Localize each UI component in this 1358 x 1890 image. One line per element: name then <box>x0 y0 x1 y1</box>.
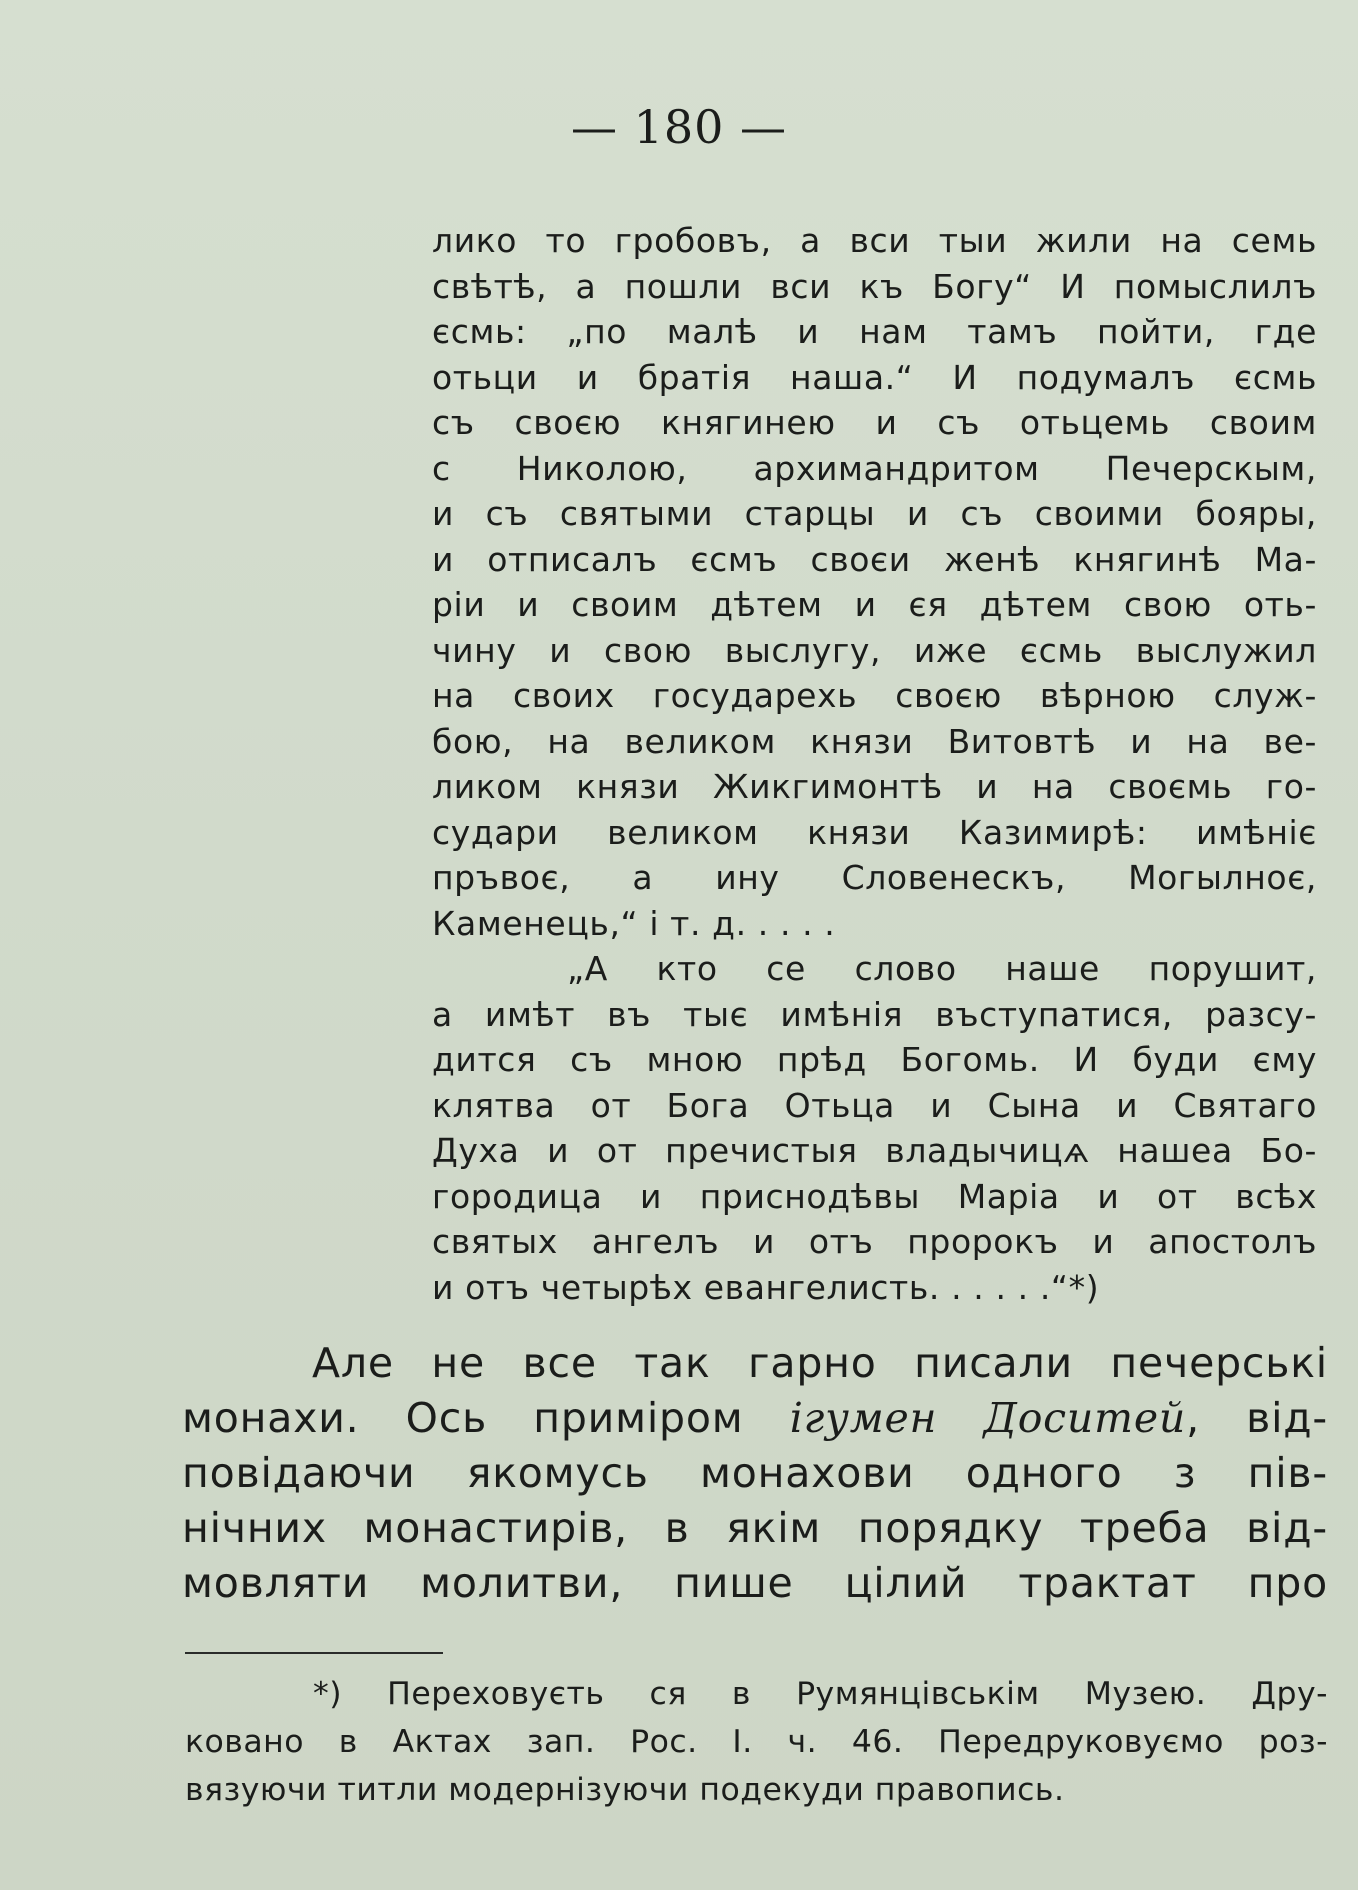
quote-line: пръвоє, а ину Словенескъ, Могылноє, <box>432 858 1317 897</box>
main-line: повідаючи якомусь монахови одного з пів- <box>182 1449 1328 1497</box>
quote-line: ликом князи Жикгимонтѣ и на своємь го- <box>432 767 1317 806</box>
quote-line: с Николою, архимандритом Печерскым, <box>432 448 1317 488</box>
quote-line: лико то гробовъ, а вси тыи жили на семь <box>432 221 1317 260</box>
main-line-text: монахи. Ось примір <box>182 1394 686 1442</box>
quote-line: свѣтѣ, а пошли вси къ Богу“ И помыслилъ <box>432 266 1317 306</box>
main-line <box>182 1391 1328 1446</box>
quote-line: судари великом князи Казимирѣ: имѣніє <box>432 812 1317 852</box>
quote-line: а имѣт въ тыє имѣнія въступатися, разсу- <box>432 994 1317 1034</box>
quote-line: съ своєю княгинею и съ отьцемь своим <box>432 403 1317 442</box>
quote-line: дится съ мною прѣд Богомь. И буди єму <box>432 1040 1317 1079</box>
quote-line: святых ангелъ и отъ пророкъ и апостолъ <box>432 1222 1317 1261</box>
main-line: Але не все так гарно писали печерські <box>312 1339 1328 1387</box>
quote-line: и отписалъ єсмъ своєи женѣ княгинѣ Ма- <box>432 539 1317 579</box>
main-line-text: , від- <box>1186 1394 1329 1442</box>
main-line: мовляти молитви, пише цілий трактат про <box>182 1559 1328 1607</box>
quote-line: чину и свою выслугу, иже єсмь выслужил <box>432 630 1317 670</box>
quote-line: Духа и от пречистыя владычицѧ нашеа Бо- <box>432 1131 1317 1170</box>
main-paragraph <box>182 1336 1328 1611</box>
quote-line: Каменець,“ і т. д. . . . . <box>432 903 836 943</box>
quote-line: бою, на великом князи Витовтѣ и на ве- <box>432 721 1317 761</box>
quote-line: єсмь: „по малѣ и нам тамъ пойти, где <box>432 312 1317 351</box>
quote-line: и отъ четырѣх евангелисть. . . . . .“*) <box>432 1267 1100 1307</box>
footnote-divider <box>185 1652 443 1654</box>
emphasized-name: ігумен Доситей <box>789 1394 1187 1442</box>
main-line-text: ом <box>685 1394 790 1442</box>
footnote-line: ковано в Актах зап. Рос. І. ч. 46. Передруковуємо роз- <box>185 1724 1328 1760</box>
page-number: — 180 — <box>570 100 788 154</box>
quote-line: отьци и братія наша.“ И подумалъ єсмь <box>432 357 1317 397</box>
main-line: нічних монастирів, в якім порядку треба від- <box>182 1504 1328 1552</box>
quote-line: „А кто се слово наше порушит, <box>567 949 1317 988</box>
footnote-line: вязуючи титли модернізуючи подекуди правопись. <box>185 1772 1065 1808</box>
quote-line: клятва от Бога Отьца и Сына и Святаго <box>432 1085 1317 1125</box>
footnote-line: *) Переховуєть ся в Румянцівськім Музею. Дру- <box>313 1676 1328 1712</box>
quote-line: городица и приснодѣвы Маріа и от всѣх <box>432 1176 1317 1216</box>
quote-line: на своих государехь своєю вѣрною служ- <box>432 676 1317 715</box>
quote-line: ріи и своим дѣтем и єя дѣтем свою оть- <box>432 585 1317 624</box>
quote-line: и съ святыми старцы и съ своими бояры, <box>432 494 1317 533</box>
footnote <box>185 1670 1328 1814</box>
quoted-charter-text <box>432 218 1317 1310</box>
